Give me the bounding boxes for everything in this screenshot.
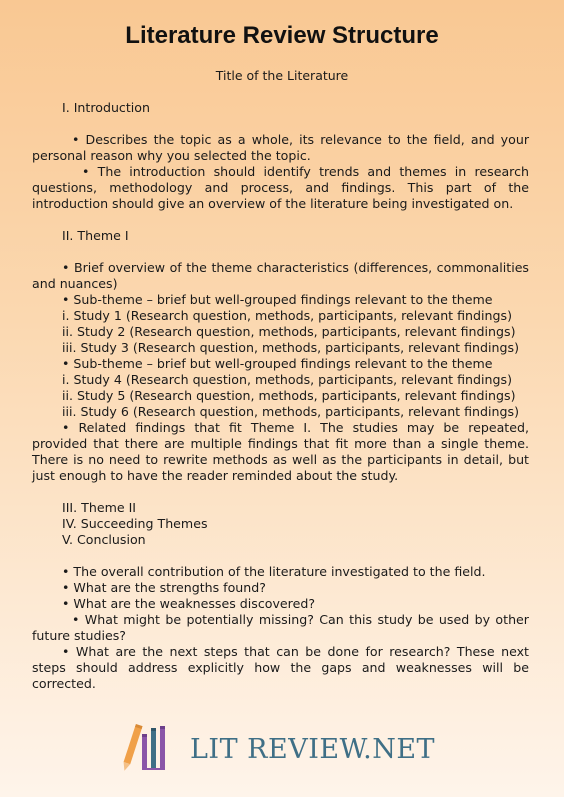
theme-1-related-findings: • Related findings that fit Theme I. The studies may be repeated, provided that there are multiple findings that fit more than a single theme. There is no need to rewrite methods as well as the participants in detail, but just enough to have the reader reminded about the study. [32, 420, 529, 483]
pencil-and-books-icon [120, 722, 178, 776]
literature-title-placeholder: Title of the Literature [215, 68, 349, 83]
list-item: ii. Study 5 (Research question, methods, participants, relevant findings) [62, 388, 516, 403]
theme-2-heading: III. Theme II [62, 500, 137, 515]
introduction-heading: I. Introduction [62, 100, 150, 115]
list-item: iii. Study 3 (Research question, methods, participants, relevant findings) [62, 340, 519, 355]
introduction-paragraph-1: • Describes the topic as a whole, its relevance to the field, and your personal reason why you selected the topic. [32, 132, 529, 163]
list-item: i. Study 1 (Research question, methods, participants, relevant findings) [62, 308, 512, 323]
succeeding-themes-heading: IV. Succeeding Themes [62, 516, 208, 531]
theme-1-heading: II. Theme I [62, 228, 129, 243]
list-item: • Sub-theme – brief but well-grouped findings relevant to the theme [62, 292, 493, 307]
lit-review-logo [120, 719, 435, 779]
list-item: ii. Study 2 (Research question, methods, participants, relevant findings) [62, 324, 516, 339]
list-item: • What are the weaknesses discovered? [62, 596, 316, 611]
list-item: iii. Study 6 (Research question, methods, participants, relevant findings) [62, 404, 519, 419]
page-title: Literature Review Structure [125, 22, 439, 49]
list-item: • Sub-theme – brief but well-grouped findings relevant to the theme [62, 356, 493, 371]
conclusion-heading: V. Conclusion [62, 532, 146, 547]
document-body [32, 100, 529, 692]
conclusion-missing: • What might be potentially missing? Can this study be used by other future studies? [32, 612, 529, 643]
list-item: • What are the strengths found? [62, 580, 266, 595]
logo-wordmark: LIT REVIEW.NET [190, 733, 436, 765]
list-item: • The overall contribution of the literature investigated to the field. [62, 564, 486, 579]
introduction-paragraph-2: • The introduction should identify trends and themes in research questions, methodology and process, and findings. This part of the introduction should give an overview of the literature being investigated on. [32, 164, 529, 211]
theme-1-overview: • Brief overview of the theme characteristics (differences, commonalities and nuances) [32, 260, 529, 291]
list-item: i. Study 4 (Research question, methods, participants, relevant findings) [62, 372, 512, 387]
conclusion-next-steps: • What are the next steps that can be done for research? These next steps should address explicitly how the gaps and weaknesses will be corrected. [32, 644, 529, 691]
